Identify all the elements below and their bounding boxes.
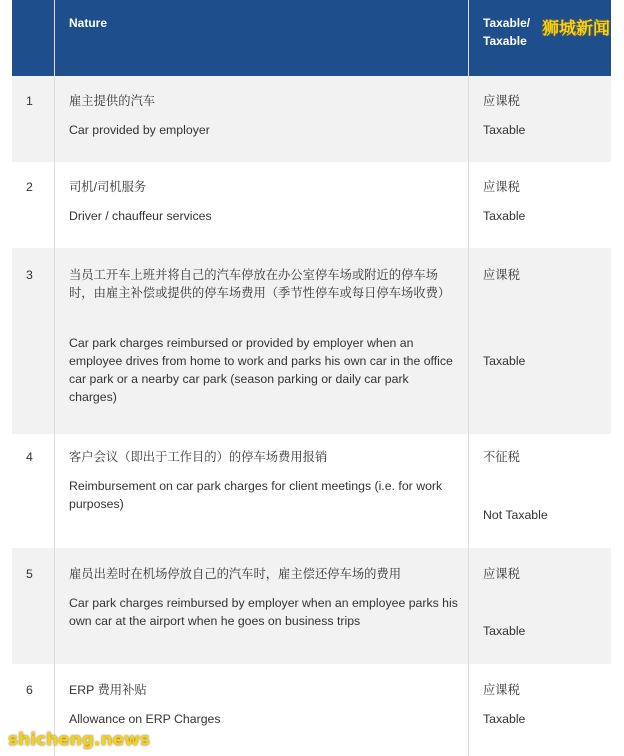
row-taxable-zh: 应课税 bbox=[483, 683, 520, 697]
row-number: 3 bbox=[26, 268, 33, 282]
header-nature: Nature bbox=[69, 16, 108, 30]
column-divider bbox=[54, 0, 55, 756]
row-nature-en: Allowance on ERP Charges bbox=[69, 712, 221, 726]
row-nature-en: Reimbursement on car park charges for client meetings (i.e. for work purposes) bbox=[69, 479, 443, 511]
watermark-logo-bottom: shicheng.news bbox=[8, 730, 150, 750]
table-row bbox=[12, 434, 611, 548]
row-nature-zh: ERP 费用补贴 bbox=[69, 683, 147, 697]
table-header bbox=[12, 0, 611, 76]
row-number: 2 bbox=[26, 180, 33, 194]
row-nature-en: Driver / chauffeur services bbox=[69, 209, 212, 223]
watermark-logo-top: 狮城新闻 bbox=[542, 19, 610, 39]
table-row bbox=[12, 162, 611, 248]
table-row bbox=[12, 248, 611, 434]
row-nature-zh: 司机/司机服务 bbox=[69, 180, 147, 194]
row-taxable-zh: 应课税 bbox=[483, 94, 520, 108]
row-nature-en: Car provided by employer bbox=[69, 123, 210, 137]
table-row bbox=[12, 548, 611, 664]
row-nature-zh: 雇员出差时在机场停放自己的汽车时，雇主偿还停车场的费用 bbox=[69, 567, 402, 581]
row-number: 6 bbox=[26, 683, 33, 697]
table-row bbox=[12, 76, 611, 162]
row-taxable-en: Taxable bbox=[483, 123, 526, 137]
row-taxable-en: Taxable bbox=[483, 354, 526, 368]
row-taxable-zh: 不征税 bbox=[483, 450, 520, 464]
row-taxable-zh: 应课税 bbox=[483, 180, 520, 194]
header-taxable-line2: Taxable bbox=[483, 34, 527, 48]
row-taxable-zh: 应课税 bbox=[483, 567, 520, 581]
header-taxable-line1: Taxable/ bbox=[483, 16, 531, 30]
column-divider bbox=[468, 0, 469, 756]
row-nature-zh: 当员工开车上班并将自己的汽车停放在办公室停车场或附近的停车场时，由雇主补偿或提供的停车场费用（季节性停车或每日停车场收费） bbox=[69, 268, 451, 300]
row-nature-en: Car park charges reimbursed by employer when an employee parks his own car at the airport when he goes on business trips bbox=[69, 596, 458, 628]
row-taxable-en: Not Taxable bbox=[483, 508, 548, 522]
row-taxable-en: Taxable bbox=[483, 624, 526, 638]
row-taxable-en: Taxable bbox=[483, 209, 526, 223]
row-nature-zh: 雇主提供的汽车 bbox=[69, 94, 156, 108]
row-nature-zh: 客户会议（即出于工作目的）的停车场费用报销 bbox=[69, 450, 328, 464]
row-taxable-en: Taxable bbox=[483, 712, 526, 726]
row-number: 1 bbox=[26, 94, 33, 108]
row-taxable-zh: 应课税 bbox=[483, 268, 520, 282]
row-number: 4 bbox=[26, 450, 33, 464]
row-nature-en: Car park charges reimbursed or provided by employer when an employee drives from home to work and parks his own car in the office car park or a nearby car park (season parking or daily car park charges) bbox=[69, 336, 453, 404]
row-number: 5 bbox=[26, 567, 33, 581]
